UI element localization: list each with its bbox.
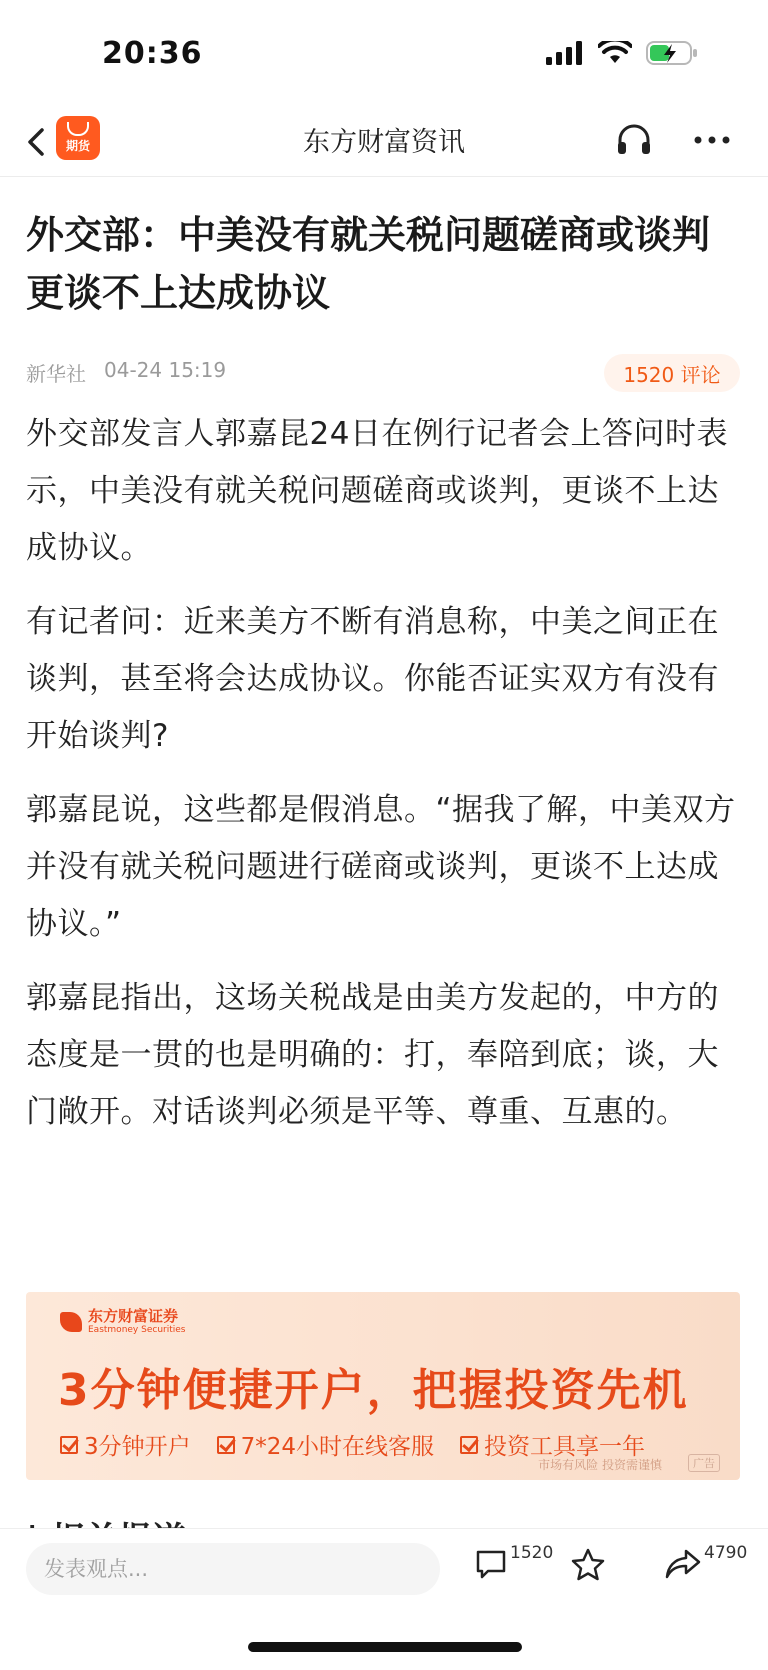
article-source[interactable]: 新华社 (26, 362, 86, 386)
status-time: 20:36 (102, 36, 203, 71)
favorite-button[interactable] (570, 1547, 606, 1583)
share-icon (664, 1547, 702, 1581)
check-icon (217, 1436, 235, 1454)
check-icon (460, 1436, 478, 1454)
ad-disclaimer: 市场有风险 投资需谨慎 (538, 1458, 662, 1472)
comment-icon (474, 1547, 508, 1581)
ad-feature-label: 投资工具享一年 (484, 1434, 646, 1460)
article-datetime: 04-24 15:19 (104, 358, 227, 382)
article-paragraph: 有记者问：近来美方不断有消息称，中美之间正在谈判，甚至将会达成协议。你能否证实双方有没有开始谈判? (26, 604, 719, 754)
comment-button[interactable] (474, 1543, 554, 1581)
ad-tag: 广告 (688, 1454, 720, 1472)
ad-feature-label: 3分钟开户 (84, 1434, 191, 1460)
nav-title: 东方财富资讯 (303, 127, 465, 158)
signal-icon (546, 41, 584, 65)
article-headline: 外交部：中美没有就关税问题磋商或谈判 更谈不上达成协议 (26, 213, 711, 315)
share-button[interactable] (664, 1543, 748, 1581)
ad-feature (217, 1428, 434, 1461)
check-icon (60, 1436, 78, 1454)
wifi-icon (598, 41, 632, 65)
share-count: 4790 (704, 1543, 748, 1563)
article-meta (26, 358, 226, 387)
article-paragraph: 郭嘉昆说，这些都是假消息。“据我了解，中美双方并没有就关税问题进行磋商或谈判，更谈不上达成协议。” (26, 792, 736, 942)
star-icon (570, 1547, 606, 1583)
comment-count-badge[interactable]: 1520 评论 (604, 354, 740, 392)
comment-input[interactable] (26, 1543, 440, 1595)
status-icons (546, 40, 698, 66)
battery-icon (646, 40, 698, 66)
brand-logo-icon (60, 1312, 82, 1332)
ad-feature (60, 1428, 191, 1461)
article-paragraph: 郭嘉昆指出，这场关税战是由美方发起的，中方的态度是一贯的也是明确的：打，奉陪到底；谈，大门敞开。对话谈判必须是平等、尊重、互惠的。 (26, 980, 719, 1130)
status-bar (0, 0, 768, 110)
comment-count: 1520 (510, 1543, 554, 1563)
ad-feature-label: 7*24小时在线客服 (240, 1434, 435, 1460)
nav-bar (0, 110, 768, 177)
more-icon[interactable] (690, 122, 734, 158)
ad-brand-english: Eastmoney Securities (88, 1325, 186, 1335)
ad-brand-name: 东方财富证券 (88, 1307, 179, 1325)
ad-banner[interactable] (26, 1292, 740, 1480)
article-paragraph: 外交部发言人郭嘉昆24日在例行记者会上答问时表示，中美没有就关税问题磋商或谈判，更谈不上达成协议。 (26, 416, 728, 566)
ad-headline: 3分钟便捷开户，把握投资先机 (58, 1365, 689, 1416)
logo-text: 期货 (65, 139, 90, 153)
home-indicator[interactable] (248, 1642, 522, 1652)
ad-brand (60, 1308, 185, 1336)
headphones-icon[interactable] (614, 120, 654, 160)
